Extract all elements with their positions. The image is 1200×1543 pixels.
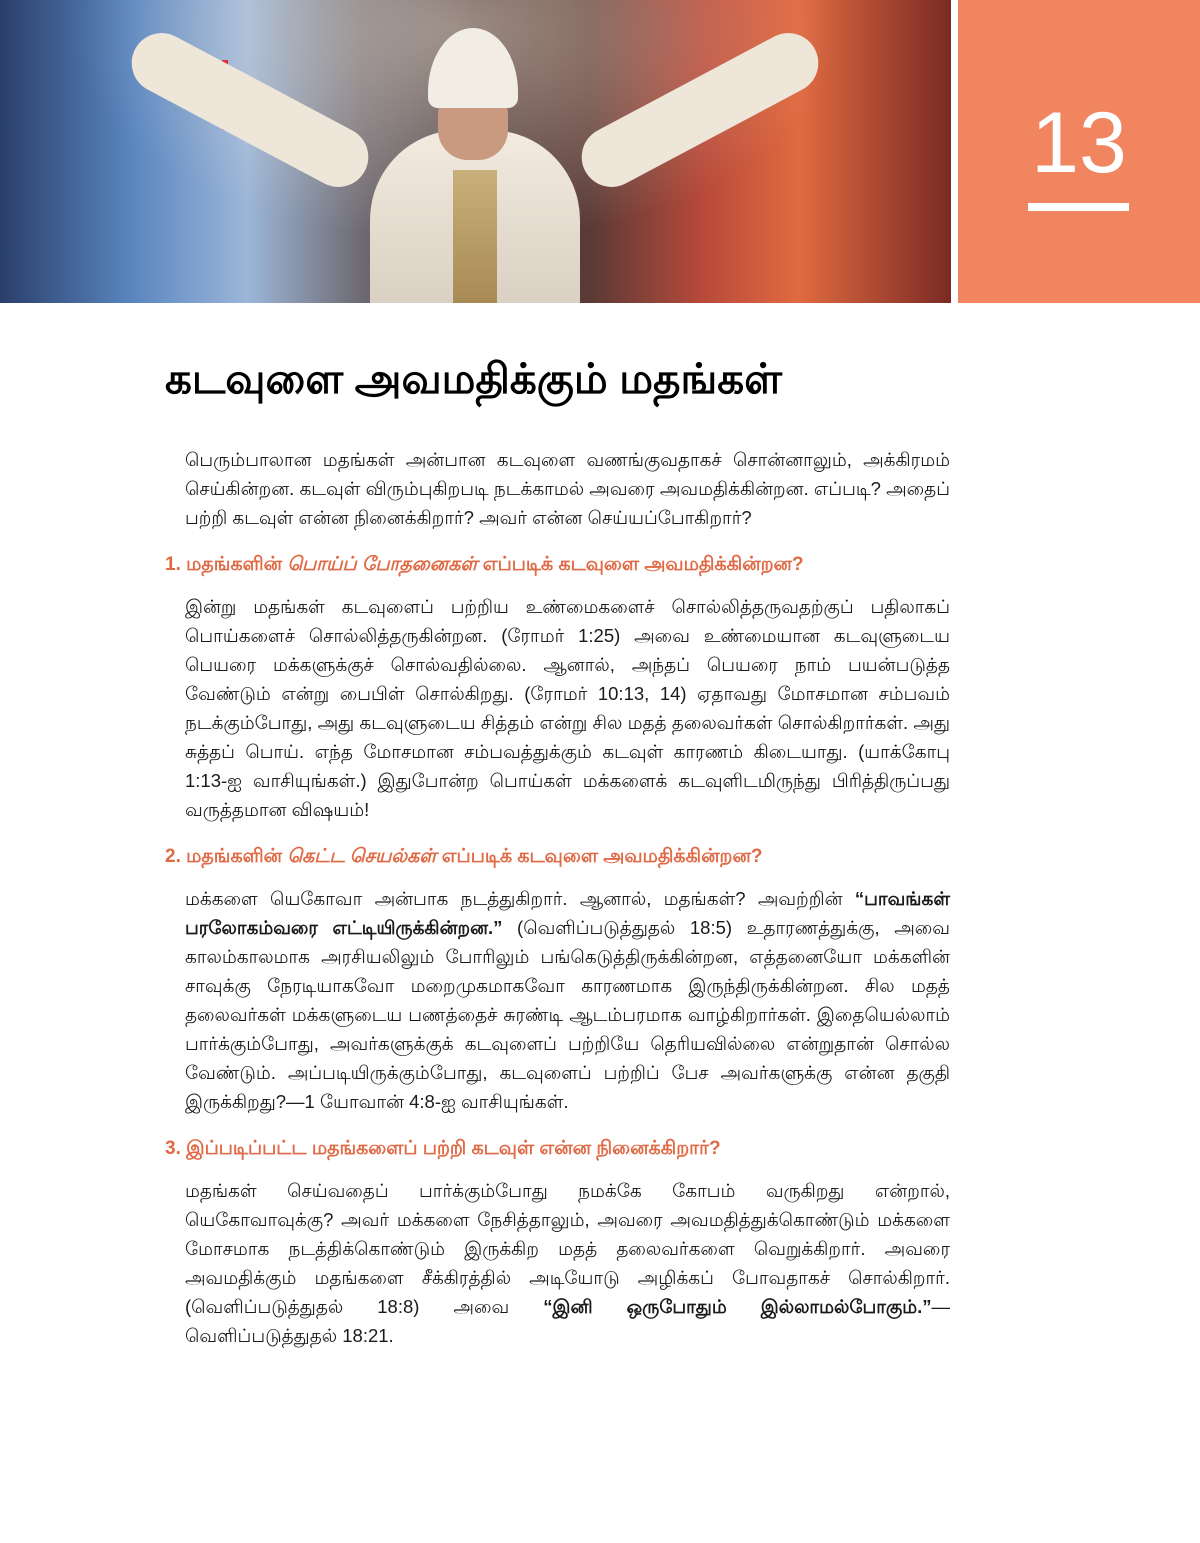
hero-image-bishop-raising-arms (0, 0, 951, 303)
bible-quote: “பாவங்கள் பரலோகம்வரை எட்டியிருக்கின்றன.” (185, 888, 951, 938)
chapter-number-box (958, 0, 1200, 303)
section-paragraph-1: இன்று மதங்கள் கடவுளைப் பற்றிய உண்மைகளைச் சொல்லித்தருவதற்குப் பதிலாகப் பொய்களைச் சொல்லித்தருகின்றன. (ரோமர் 1:25) அவை உண்மையான கடவுளுடைய பெயரை மக்களுக்குச் சொல்வதில்லை. ஆனால், அந்தப் பெயரை நாம் பயன்படுத்த வேண்டும் என்று பைபிள் சொல்கிறது. (ரோமர் 10:13, 14) ஏதாவது மோசமான சம்பவம் நடக்கும்போது, அது கடவுளுடைய சித்தம் என்று சில மதத் தலைவர்கள் சொல்கிறார்கள். அது சுத்தப் பொய். எந்த மோசமான சம்பவத்துக்கும் கடவுள் காரணம் கிடையாது. (யாக்கோபு 1:13-ஐ வாசியுங்கள்.) இதுபோன்ற பொய்கள் மக்களைக் கடவுளிடமிருந்து பிரித்திருப்பது வருத்தமான விஷயம்! (185, 596, 950, 820)
chapter-number: 13 (1031, 95, 1127, 191)
section-paragraph-3: மதங்கள் செய்வதைப் பார்க்கும்போது நமக்கே கோபம் வருகிறது என்றால், யெகோவாவுக்கு? அவர் மக்களை நேசித்தாலும், அவரை அவமதித்துக்கொண்டும் மக்களை மோசமாக நடத்திக்கொண்டும் இருக்கிற மதத் தலைவர்களை வெறுக்கிறார். அவரை அவமதிக்கும் மதங்களை சீக்கிரத்தில் அடியோடு அழிக்கப் போவதாகச் சொல்கிறார். (வெளிப்படுத்துதல் 18:8) அவை “இனி ஒருபோதும் இல்லாமல்போகும்.”—வெளிப்படுத்துதல் 18:21. (185, 1180, 951, 1346)
bible-quote: “இனி ஒருபோதும் இல்லாமல்போகும்.” (543, 1296, 932, 1317)
intro-paragraph: பெரும்பாலான மதங்கள் அன்பான கடவுளை வணங்குவதாகச் சொன்னாலும், அக்கிரமம் செய்கின்றன. கடவுள் விரும்புகிறபடி நடக்காமல் அவரை அவமதிக்கின்றன. எப்படி? அதைப் பற்றி கடவுள் என்ன நினைக்கிறார்? அவர் என்ன செய்யப்போகிறார்? (185, 449, 950, 528)
section-paragraph-2: மக்களை யெகோவா அன்பாக நடத்துகிறார். ஆனால், மதங்கள்? அவற்றின் “பாவங்கள் பரலோகம்வரை எட்டியிருக்கின்றன.” (வெளிப்படுத்துதல் 18:5) உதாரணத்துக்கு, அவை காலம்காலமாக அரசியலிலும் போரிலும் பங்கெடுத்திருக்கின்றன, எத்தனையோ மக்களின் சாவுக்கு நேரடியாகவோ மறைமுகமாகவோ காரணமாக இருந்திருக்கின்றன. சில மதத் தலைவர்கள் மக்களுடைய பணத்தைச் சுரண்டி ஆடம்பரமாக வாழ்கிறார்கள். இதையெல்லாம் பார்க்கும்போது, அவர்களுக்குக் கடவுளைப் பற்றியே தெரியவில்லை என்றுதான் சொல்ல வேண்டும். அப்படியிருக்கும்போது, கடவுளைப் பற்றிப் பேச அவர்களுக்கு என்ன தகுதி இருக்கிறது?—1 யோவான் 4:8-ஐ வாசியுங்கள். (185, 888, 951, 1112)
section-heading-1: 1. மதங்களின் பொய்ப் போதனைகள் எப்படிக் கடவுளை அவமதிக்கின்றன? (165, 554, 804, 575)
bishop-figure (310, 20, 640, 303)
mitre (428, 28, 518, 108)
chapter-underline (1028, 203, 1129, 211)
article-body (165, 445, 950, 1350)
section-heading-2: 2. மதங்களின் கெட்ட செயல்கள் எப்படிக் கடவுளை அவமதிக்கின்றன? (165, 846, 763, 867)
section-heading-3: 3. இப்படிப்பட்ட மதங்களைப் பற்றி கடவுள் என்ன நினைக்கிறார்? (165, 1138, 721, 1159)
page-title: கடவுளை அவமதிக்கும் மதங்கள் (165, 355, 782, 402)
